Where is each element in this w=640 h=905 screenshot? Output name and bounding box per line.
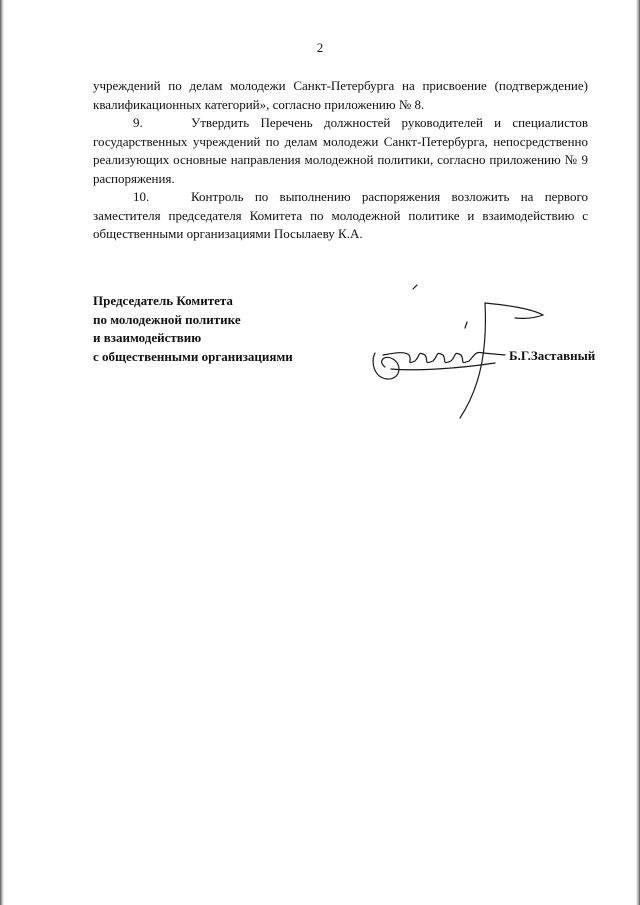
paragraph-number: 9. (133, 115, 143, 130)
document-body (93, 77, 588, 244)
scan-edge-right (636, 0, 640, 905)
signer-name: Б.Г.Заставный (509, 348, 596, 363)
signer-position-line: по молодежной политике (93, 311, 241, 327)
paragraph-item-10 (93, 188, 588, 244)
paragraph-continuation (93, 77, 588, 114)
scan-edge-left (0, 0, 4, 905)
page-number: 2 (316, 40, 324, 55)
paragraph-number: 10. (133, 189, 150, 204)
paragraph-item-9 (93, 114, 588, 188)
signer-position-line: с общественными организациями (93, 348, 293, 364)
paragraph-text: Контроль по выполнению распоряжения возложить на первого заместителя председателя Комитета по молодежной политике и взаимодействию с общественными организациями Посылаеву К.А. (93, 189, 588, 241)
signer-position (93, 292, 293, 366)
signer-position-line: Председатель Комитета (93, 293, 233, 308)
paragraph-text: учреждений по делам молодежи Санкт-Петербурга на присвоение (подтверждение) квалификационных категорий», согласно приложению № 8. (93, 78, 588, 112)
signer-position-line: и взаимодействию (93, 330, 202, 345)
paragraph-text: Утвердить Перечень должностей руководителей и специалистов государственных учреждений по делам молодежи Санкт-Петербурга, непосредственно реализующих основные направления молодежной политики, согласно приложению № 9 распоряжения. (93, 115, 588, 186)
